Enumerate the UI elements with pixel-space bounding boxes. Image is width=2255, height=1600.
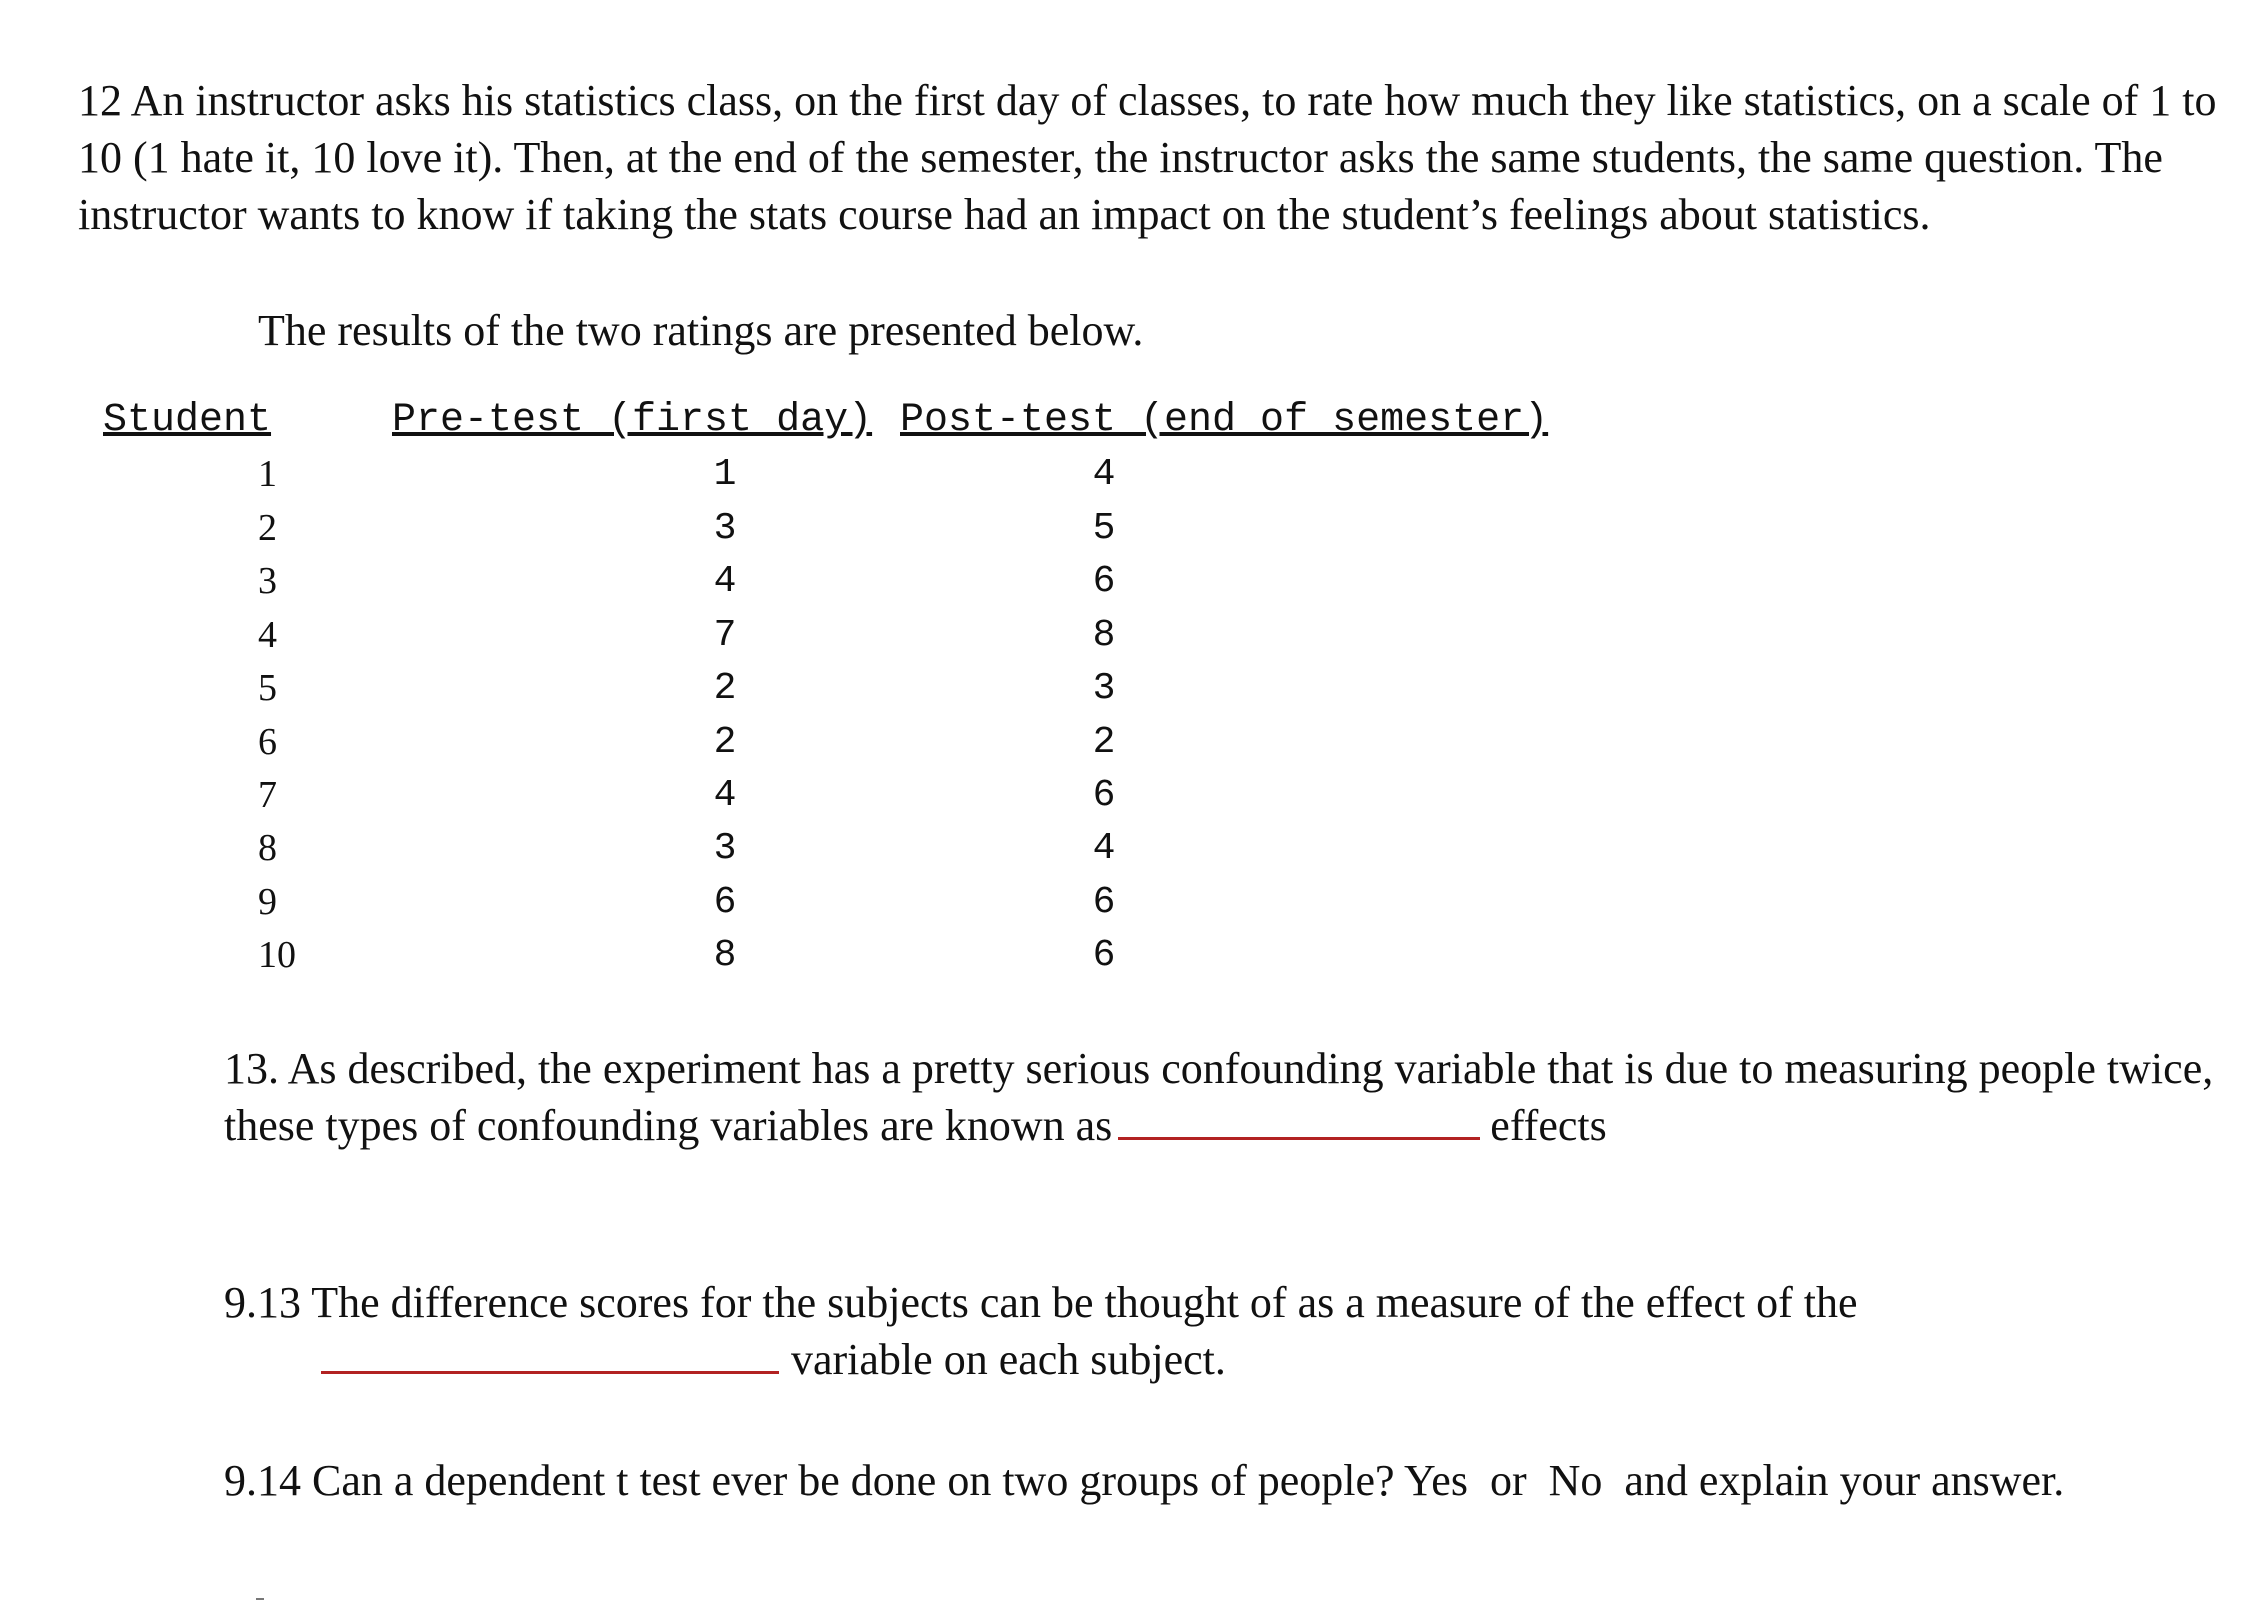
no-option[interactable]: No bbox=[1548, 1456, 1603, 1505]
or-word: or bbox=[1489, 1456, 1527, 1505]
post-test-score: 6 bbox=[1092, 774, 1116, 817]
student-number: 4 bbox=[258, 614, 277, 656]
student-number: 5 bbox=[258, 667, 277, 709]
table-intro: The results of the two ratings are presented below. bbox=[258, 306, 1144, 355]
post-test-score: 6 bbox=[1092, 560, 1116, 603]
answer-blank-13[interactable] bbox=[1118, 1136, 1480, 1140]
question-9-13 bbox=[224, 1274, 2224, 1388]
pre-test-score: 8 bbox=[713, 934, 737, 977]
student-number: 3 bbox=[258, 560, 277, 602]
question-9-13-suffix: variable on each subject. bbox=[791, 1335, 1226, 1384]
post-test-score: 6 bbox=[1092, 881, 1116, 924]
table-row bbox=[0, 448, 1600, 501]
header-post-test: Post-test (end of semester) bbox=[900, 398, 1549, 443]
table-row bbox=[0, 662, 1600, 715]
question-9-13-text: The difference scores for the subjects can be thought of as a measure of the effect of the bbox=[311, 1278, 1858, 1327]
pre-test-score: 2 bbox=[713, 721, 737, 764]
post-test-score: 6 bbox=[1092, 934, 1116, 977]
pre-test-score: 7 bbox=[713, 614, 737, 657]
pre-test-score: 1 bbox=[713, 453, 737, 496]
pre-test-score: 2 bbox=[713, 667, 737, 710]
table-row bbox=[0, 502, 1600, 555]
student-number: 6 bbox=[258, 721, 277, 763]
pre-test-score: 4 bbox=[713, 560, 737, 603]
question-13 bbox=[224, 1040, 2224, 1154]
question-9-14-text: Can a dependent t test ever be done on two groups of people? bbox=[312, 1456, 1395, 1505]
post-test-score: 5 bbox=[1092, 507, 1116, 550]
post-test-score: 3 bbox=[1092, 667, 1116, 710]
student-number: 8 bbox=[258, 827, 277, 869]
table-row bbox=[0, 769, 1600, 822]
header-student: Student bbox=[103, 398, 272, 443]
student-number: 10 bbox=[258, 934, 296, 976]
question-13-text: 13. As described, the experiment has a pretty serious confounding variable that is due to measuring people twice, these types of confounding variables are known as bbox=[224, 1044, 2214, 1150]
post-test-score: 4 bbox=[1092, 453, 1116, 496]
question-9-14 bbox=[224, 1452, 2224, 1509]
ratings-table bbox=[0, 0, 1600, 1000]
table-row bbox=[0, 555, 1600, 608]
table-row bbox=[0, 822, 1600, 875]
table-row bbox=[0, 929, 1600, 982]
answer-blank-9-13[interactable] bbox=[321, 1370, 779, 1374]
pre-test-score: 6 bbox=[713, 881, 737, 924]
yes-option[interactable]: Yes bbox=[1403, 1456, 1468, 1505]
student-number: 1 bbox=[258, 453, 277, 495]
student-number: 2 bbox=[258, 507, 277, 549]
student-number: 9 bbox=[258, 881, 277, 923]
post-test-score: 2 bbox=[1092, 721, 1116, 764]
question-9-13-number: 9.13 bbox=[224, 1278, 301, 1327]
table-row bbox=[0, 876, 1600, 929]
question-13-suffix: effects bbox=[1490, 1101, 1607, 1150]
question-12-text: 12 An instructor asks his statistics class, on the first day of classes, to rate how much they like statistics, on a scale of 1 to 10 (1 hate it, 10 love it). Then, at the end of the semester, the instructor asks the same students, the same question. The instructor wants to know if taking the stats course had an impact on the student’s feelings about statistics. bbox=[78, 76, 2217, 239]
pre-test-score: 4 bbox=[713, 774, 737, 817]
post-test-score: 4 bbox=[1092, 827, 1116, 870]
pre-test-score: 3 bbox=[713, 507, 737, 550]
student-number: 7 bbox=[258, 774, 277, 816]
question-9-14-number: 9.14 bbox=[224, 1456, 301, 1505]
pre-test-score: 3 bbox=[713, 827, 737, 870]
header-pre-test: Pre-test (first day) bbox=[392, 398, 873, 443]
table-row bbox=[0, 609, 1600, 662]
question-9-14-suffix: and explain your answer. bbox=[1624, 1456, 2065, 1505]
post-test-score: 8 bbox=[1092, 614, 1116, 657]
table-row bbox=[0, 716, 1600, 769]
